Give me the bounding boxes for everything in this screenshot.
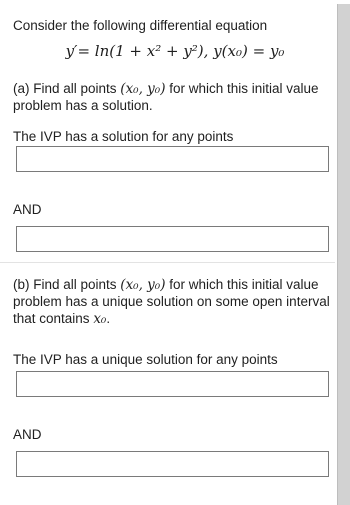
part-a-statement: The IVP has a solution for any points — [13, 129, 234, 144]
section-divider — [0, 262, 335, 263]
part-a-suffix: for which this initial value — [165, 81, 319, 96]
part-a-answer-field-1[interactable] — [16, 146, 329, 172]
part-b-answer-field-2[interactable] — [16, 451, 329, 477]
part-a-answer-field-2[interactable] — [16, 226, 329, 252]
part-b-prompt-line2: problem has a unique solution on some open interval — [13, 294, 330, 309]
differential-equation: y′= ln(1 + x² + y²), y(x₀) = y₀ — [65, 42, 285, 60]
part-b-and-label: AND — [13, 427, 42, 442]
part-b-prompt-line1 — [13, 276, 319, 294]
part-b-statement: The IVP has a unique solution for any points — [13, 352, 278, 367]
part-b-suffix: for which this initial value — [165, 277, 319, 292]
part-b-prompt-line3 — [13, 310, 110, 328]
part-b-line3-suffix: . — [106, 311, 111, 326]
part-a-prompt-line1 — [13, 80, 319, 98]
part-b-point: (x₀, y₀) — [120, 277, 166, 293]
part-b-x0: x₀ — [93, 311, 107, 327]
scrollbar[interactable] — [337, 4, 350, 505]
part-b-prefix: (b) Find all points — [13, 277, 121, 292]
part-a-point: (x₀, y₀) — [120, 81, 166, 97]
part-b-answer-field-1[interactable] — [16, 371, 329, 397]
part-a-prompt-line2: problem has a solution. — [13, 98, 153, 113]
part-b-line3-prefix: that contains — [13, 311, 94, 326]
part-a-and-label: AND — [13, 202, 42, 217]
part-a-prefix: (a) Find all points — [13, 81, 121, 96]
intro-text: Consider the following differential equation — [13, 18, 268, 33]
